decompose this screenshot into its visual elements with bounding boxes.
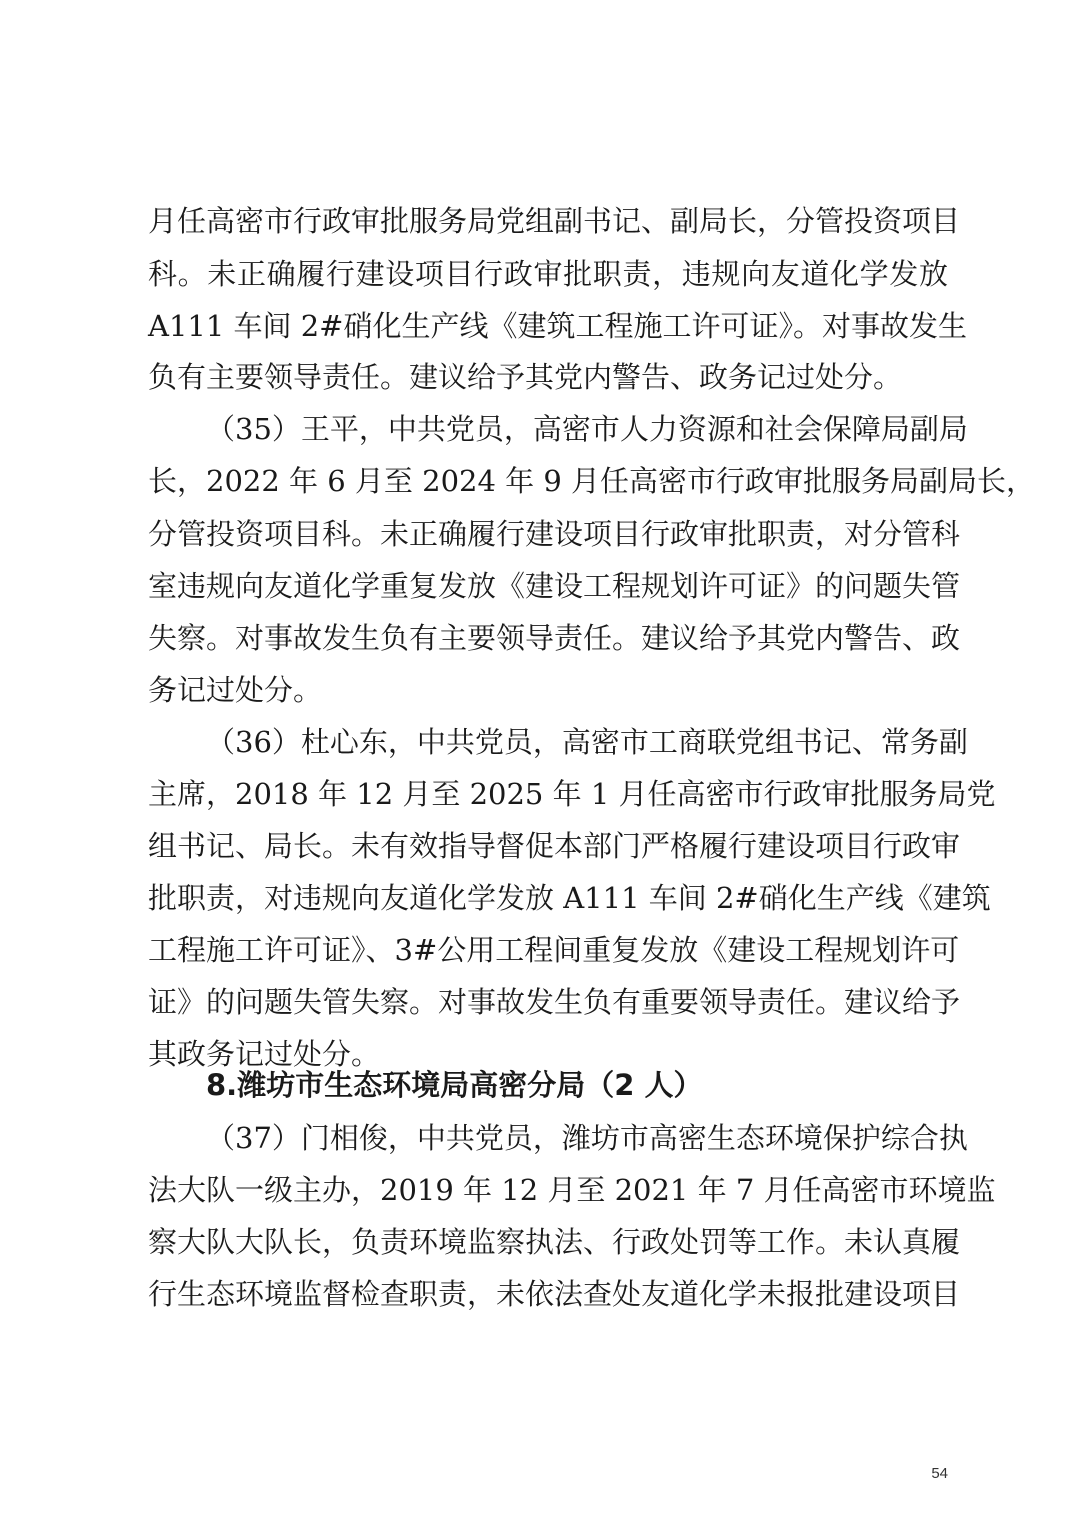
text-line: 法大队一级主办，2019 年 12 月至 2021 年 7 月任高密市环境监: [148, 1173, 996, 1207]
text-line: 工程施工许可证》、3#公用工程间重复发放《建设工程规划许可: [148, 933, 960, 967]
text-line: 长，2022 年 6 月至 2024 年 9 月任高密市行政审批服务局副局长，: [148, 464, 1036, 498]
text-line: 分管投资项目科。未正确履行建设项目行政审批职责，对分管科: [148, 517, 961, 551]
page-number: 54: [931, 1465, 948, 1482]
text-line: 务记过处分。: [148, 673, 323, 707]
text-line: 失察。对事故发生负有主要领导责任。建议给予其党内警告、政: [148, 621, 961, 655]
text-line: （37）门相俊，中共党员，潍坊市高密生态环境保护综合执: [206, 1121, 968, 1155]
text-line: A111 车间 2#硝化生产线《建筑工程施工许可证》。对事故发生: [148, 309, 967, 343]
text-line: 证》的问题失管失察。对事故发生负有重要领导责任。建议给予: [148, 985, 961, 1019]
text-line: （35）王平，中共党员，高密市人力资源和社会保障局副局: [206, 412, 968, 446]
text-line: 其政务记过处分。: [148, 1037, 381, 1071]
text-line: 批职责，对违规向友道化学发放 A111 车间 2#硝化生产线《建筑: [148, 881, 991, 915]
text-line: 组书记、局长。未有效指导督促本部门严格履行建设项目行政审: [148, 829, 961, 863]
text-line: （36）杜心东，中共党员，高密市工商联党组书记、常务副: [206, 725, 968, 759]
section-heading: 8.潍坊市生态环境局高密分局（2 人）: [206, 1068, 703, 1102]
text-line: 负有主要领导责任。建议给予其党内警告、政务记过处分。: [148, 360, 903, 394]
text-line: 科。未正确履行建设项目行政审批职责，违规向友道化学发放: [148, 257, 948, 291]
text-line: 室违规向友道化学重复发放《建设工程规划许可证》的问题失管: [148, 569, 961, 603]
text-line: 主席，2018 年 12 月至 2025 年 1 月任高密市行政审批服务局党: [148, 777, 996, 811]
text-line: 行生态环境监督检查职责，未依法查处友道化学未报批建设项目: [148, 1277, 961, 1311]
text-line: 察大队大队长，负责环境监察执法、行政处罚等工作。未认真履: [148, 1225, 961, 1259]
text-line: 月任高密市行政审批服务局党组副书记、副局长，分管投资项目: [148, 204, 961, 238]
